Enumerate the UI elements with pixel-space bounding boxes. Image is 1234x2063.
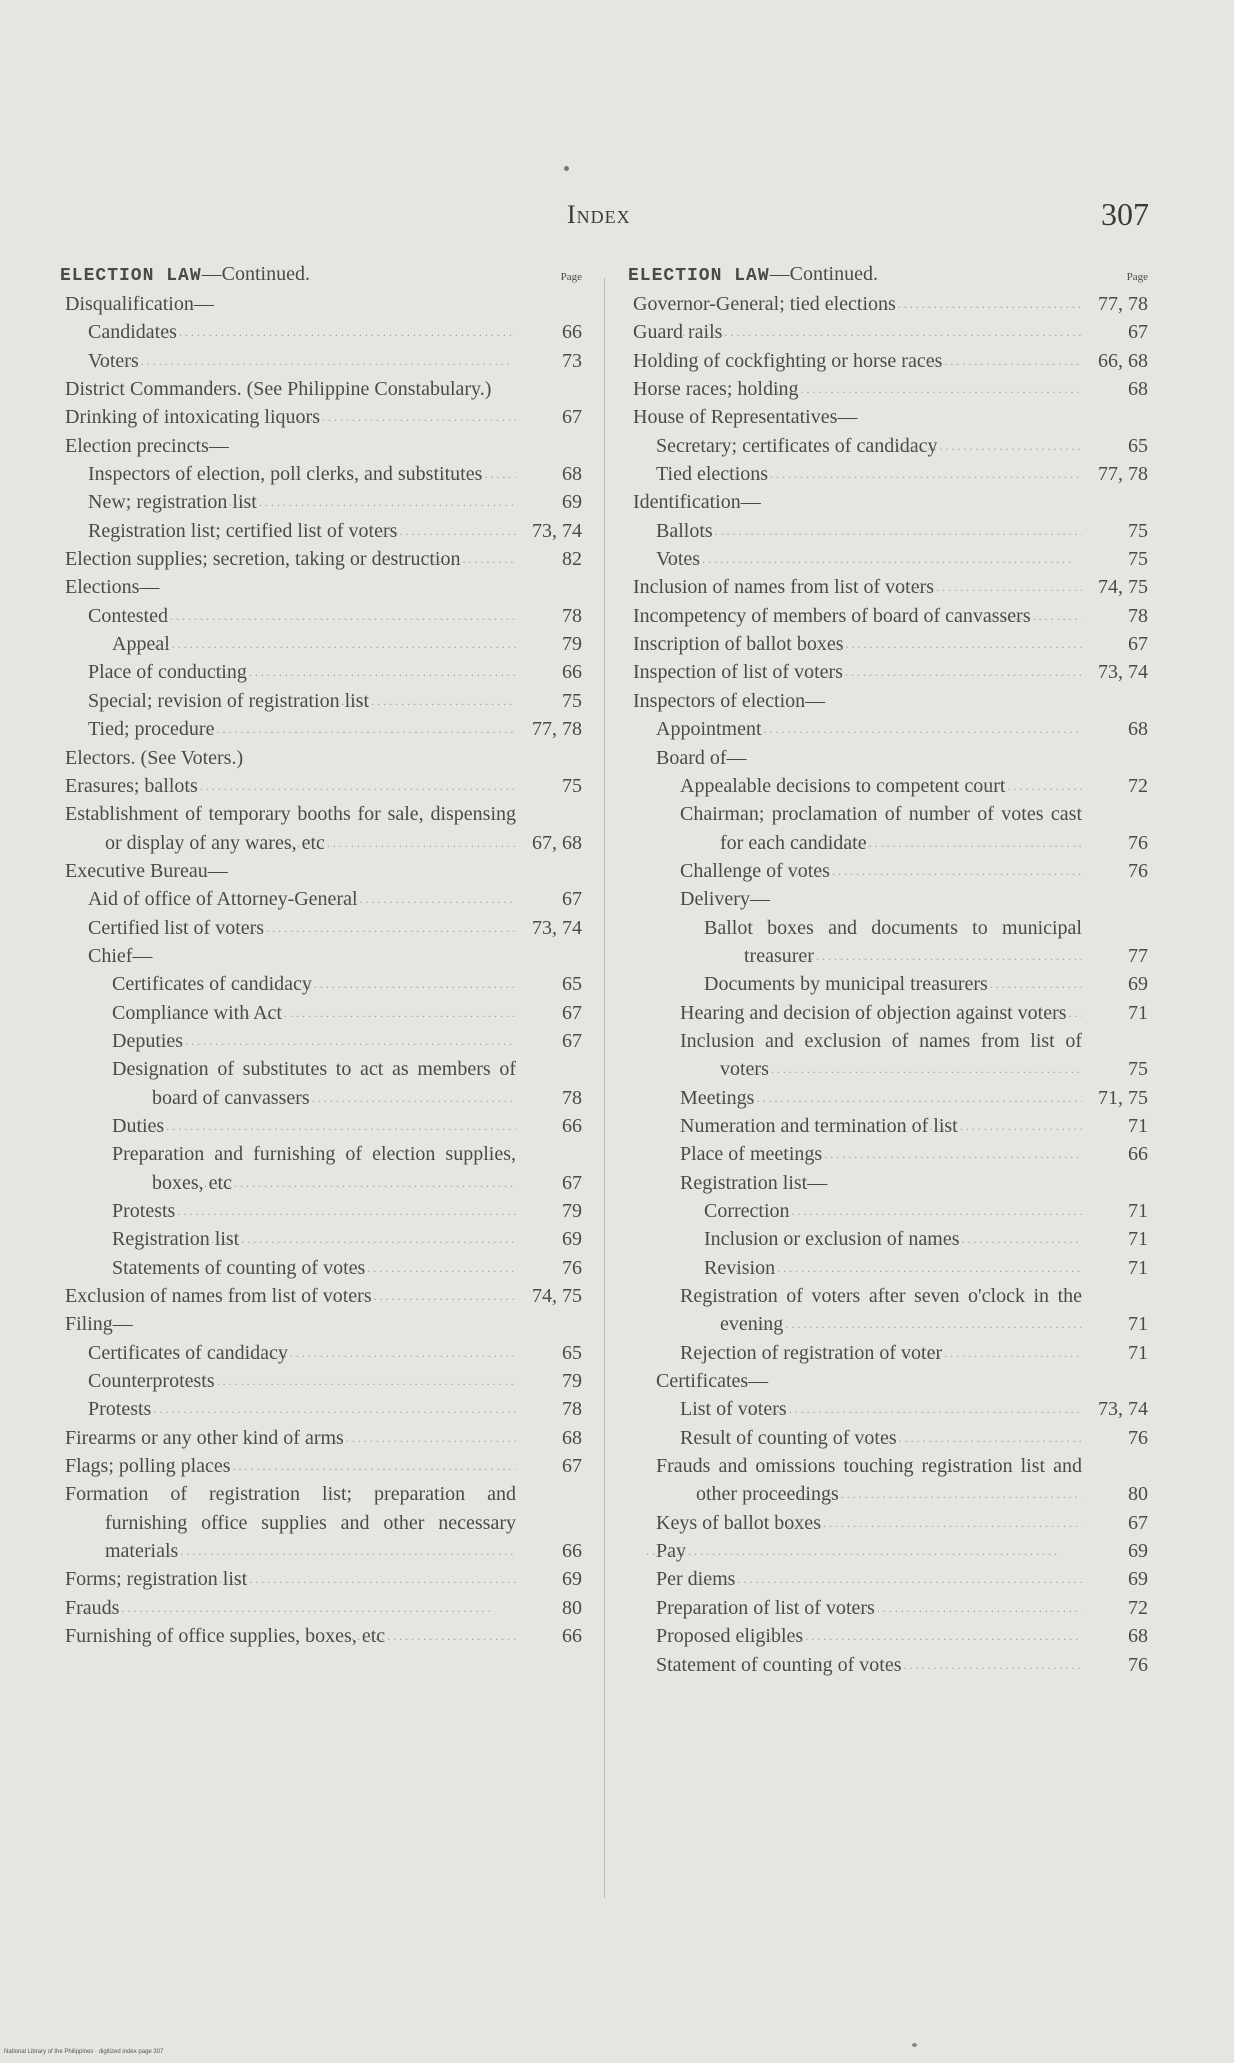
- left-index-entry: [60, 347, 582, 375]
- index-entry-text: Registration list; certified list of voters . . .: [60, 517, 516, 545]
- index-entry-text: Registration list . . .: [60, 1225, 516, 1253]
- index-entry-pages: 66: [1128, 1143, 1148, 1166]
- left-index-entry: [60, 687, 582, 715]
- index-entry-text: Inscription of ballot boxes . . .: [628, 630, 1082, 658]
- left-index-entry: [60, 970, 582, 998]
- left-column-heading: [60, 263, 582, 290]
- right-index-entry: [628, 914, 1148, 971]
- left-index-entry: [60, 772, 582, 800]
- index-entry-text: Aid of office of Attorney-General . . .: [60, 885, 516, 913]
- index-entry-pages: 72: [1128, 1596, 1148, 1619]
- left-index-entry: [60, 1452, 582, 1480]
- index-entry-text: Deputies . . .: [60, 1027, 516, 1055]
- index-entry-text: Statement of counting of votes . . .: [628, 1651, 1082, 1679]
- index-entry-text: Place of conducting . . .: [60, 658, 516, 686]
- index-entry-pages: 79: [562, 1370, 582, 1393]
- index-entry-pages: 69: [1128, 973, 1148, 996]
- index-entry-pages: 74, 75: [1098, 576, 1148, 599]
- index-entry-pages: 67, 68: [532, 831, 582, 854]
- right-index-entry: [628, 999, 1148, 1027]
- index-entry-text: Ballots . . .: [628, 517, 1082, 545]
- left-index-entry: [60, 658, 582, 686]
- index-entry-text: Registration list—: [680, 1171, 828, 1194]
- index-entry-text: List of voters . . .: [628, 1395, 1082, 1423]
- index-entry-text: Appealable decisions to competent court . . .: [628, 772, 1082, 800]
- left-entry-list: [60, 290, 582, 1651]
- left-index-entry: [60, 885, 582, 913]
- index-entry-pages: 72: [1128, 774, 1148, 797]
- index-entry-text: Identification—: [633, 491, 761, 514]
- index-entry-pages: 71: [1128, 1256, 1148, 1279]
- index-entry-pages: 77, 78: [532, 718, 582, 741]
- right-index-entry: [628, 1282, 1148, 1339]
- index-entry-pages: 73, 74: [532, 916, 582, 939]
- index-entry-text: Duties . . .: [60, 1112, 516, 1140]
- index-entry-text: Inspectors of election, poll clerks, and substitutes . . .: [60, 460, 516, 488]
- index-entry-pages: 69: [1128, 1540, 1148, 1563]
- left-index-entry: [60, 432, 582, 460]
- left-index-entry: [60, 1367, 582, 1395]
- left-index-entry: [60, 1594, 582, 1622]
- right-index-entry: [628, 1395, 1148, 1423]
- right-index-entry: [628, 1452, 1148, 1509]
- index-entry-text: Revision . . .: [628, 1254, 1082, 1282]
- index-entry-text: Protests . . .: [60, 1395, 516, 1423]
- index-entry-pages: 78: [562, 1086, 582, 1109]
- left-index-entry: [60, 857, 582, 885]
- index-entry-text: Holding of cockfighting or horse races . . .: [628, 347, 1082, 375]
- right-index-entry: [628, 1594, 1148, 1622]
- right-index-entry: [628, 545, 1148, 573]
- index-entry-text: Electors. (See Voters.): [65, 746, 244, 769]
- right-heading-term: ELECTION LAW: [628, 266, 770, 286]
- right-index-entry: [628, 1339, 1148, 1367]
- left-index-entry: [60, 488, 582, 516]
- index-entry-pages: 66: [562, 1114, 582, 1137]
- right-index-entry: [628, 403, 1148, 431]
- right-index-entry: [628, 1140, 1148, 1168]
- index-entry-text: Board of—: [656, 746, 747, 769]
- index-entry-text: Candidates . . .: [60, 318, 516, 346]
- left-index-entry: [60, 290, 582, 318]
- index-entry-text: Ballot boxes and documents to municipal treasurer . . .: [628, 914, 1082, 971]
- right-index-entry: [628, 658, 1148, 686]
- index-entry-pages: 68: [1128, 378, 1148, 401]
- index-entry-pages: 67: [562, 1455, 582, 1478]
- right-index-entry: [628, 1254, 1148, 1282]
- index-entry-pages: 76: [1128, 859, 1148, 882]
- index-entry-pages: 68: [1128, 718, 1148, 741]
- right-index-entry: [628, 1651, 1148, 1679]
- left-index-entry: [60, 744, 582, 772]
- index-entry-text: Guard rails . . .: [628, 318, 1082, 346]
- left-index-entry: [60, 715, 582, 743]
- right-index-entry: [628, 1027, 1148, 1084]
- index-entry-pages: 67: [562, 1001, 582, 1024]
- left-index-entry: [60, 1565, 582, 1593]
- index-entry-text: Result of counting of votes . . .: [628, 1424, 1082, 1452]
- index-entry-text: Preparation and furnishing of election supplies, boxes, etc . . .: [60, 1140, 516, 1197]
- right-index-entry: [628, 1169, 1148, 1197]
- index-entry-text: Erasures; ballots . . .: [60, 772, 516, 800]
- right-page-label: Page: [1126, 271, 1148, 283]
- index-entry-pages: 71: [1128, 1200, 1148, 1222]
- index-entry-text: Hearing and decision of objection against voters . . .: [628, 999, 1082, 1027]
- index-entry-pages: 76: [1128, 1426, 1148, 1449]
- index-entry-pages: 75: [1128, 1058, 1148, 1081]
- index-entry-pages: 75: [1128, 519, 1148, 542]
- index-entry-text: District Commanders. (See Philippine Constabulary.): [65, 378, 492, 401]
- index-entry-text: Contested . . .: [60, 602, 516, 630]
- index-entry-text: Governor-General; tied elections . . .: [628, 290, 1082, 318]
- left-index-entry: [60, 375, 582, 403]
- index-entry-text: Formation of registration list; preparation and furnishing office supplies and other necessary materials . . .: [60, 1480, 516, 1565]
- left-index-entry: [60, 800, 582, 857]
- right-index-entry: [628, 1424, 1148, 1452]
- index-entry-text: New; registration list . . .: [60, 488, 516, 516]
- index-entry-text: Drinking of intoxicating liquors . . .: [60, 403, 516, 431]
- index-entry-text: Frauds . . .: [60, 1594, 516, 1622]
- index-entry-pages: 67: [562, 1171, 582, 1194]
- index-entry-text: Certified list of voters . . .: [60, 914, 516, 942]
- right-index-entry: [628, 970, 1148, 998]
- left-index-entry: [60, 1395, 582, 1423]
- index-entry-pages: 76: [562, 1256, 582, 1279]
- right-index-entry: [628, 573, 1148, 601]
- index-entry-text: Documents by municipal treasurers . . .: [628, 970, 1082, 998]
- right-index-entry: [628, 460, 1148, 488]
- index-entry-pages: 78: [562, 1398, 582, 1421]
- right-index-entry: [628, 318, 1148, 346]
- right-entry-list: [628, 290, 1148, 1679]
- index-entry-pages: 66: [562, 321, 582, 344]
- index-entry-pages: 69: [562, 1568, 582, 1591]
- right-index-entry: [628, 800, 1148, 857]
- index-entry-text: Tied elections . . .: [628, 460, 1082, 488]
- index-entry-text: Election supplies; secretion, taking or destruction . . .: [60, 545, 516, 573]
- index-entry-text: Counterprotests . . .: [60, 1367, 516, 1395]
- left-index-entry: [60, 1197, 582, 1225]
- index-entry-text: Keys of ballot boxes . . .: [628, 1509, 1082, 1537]
- right-index-entry: [628, 1112, 1148, 1140]
- right-index-entry: [628, 772, 1148, 800]
- index-entry-text: Place of meetings . . .: [628, 1140, 1082, 1168]
- right-index-entry: [628, 1367, 1148, 1395]
- page-title: Index: [567, 200, 631, 229]
- right-index-entry: [628, 744, 1148, 772]
- index-entry-text: Furnishing of office supplies, boxes, etc . . .: [60, 1622, 516, 1650]
- index-entry-text: House of Representatives—: [633, 406, 858, 429]
- index-entry-text: Certificates of candidacy . . .: [60, 1339, 516, 1367]
- index-entry-text: Designation of substitutes to act as members of board of canvassers . . .: [60, 1055, 516, 1112]
- right-index-entry: [628, 715, 1148, 743]
- left-column: [60, 263, 582, 1651]
- right-index-entry: [628, 517, 1148, 545]
- index-entry-pages: 77, 78: [1098, 463, 1148, 486]
- index-entry-text: Meetings . . .: [628, 1084, 1082, 1112]
- index-entry-pages: 69: [1128, 1568, 1148, 1591]
- left-index-entry: [60, 1310, 582, 1338]
- index-entry-text: Inclusion or exclusion of names . . .: [628, 1225, 1082, 1253]
- left-index-entry: [60, 545, 582, 573]
- index-entry-text: Appointment . . .: [628, 715, 1082, 743]
- print-mark-dot: [564, 166, 569, 171]
- index-entry-pages: 71: [1128, 1001, 1148, 1024]
- right-heading-suffix: —Continued.: [769, 263, 878, 285]
- left-index-entry: [60, 1424, 582, 1452]
- print-mark-dot-bottom: [912, 2043, 917, 2047]
- right-index-entry: [628, 857, 1148, 885]
- index-entry-text: Secretary; certificates of candidacy . . .: [628, 432, 1082, 460]
- index-entry-text: Elections—: [65, 576, 160, 599]
- index-entry-text: Forms; registration list . . .: [60, 1565, 516, 1593]
- index-entry-text: Special; revision of registration list . . .: [60, 687, 516, 715]
- right-index-entry: [628, 488, 1148, 516]
- index-entry-pages: 80: [562, 1596, 582, 1619]
- index-entry-pages: 68: [1128, 1625, 1148, 1648]
- index-entry-text: Executive Bureau—: [65, 859, 228, 882]
- index-entry-text: Delivery—: [680, 888, 770, 911]
- index-entry-pages: 71, 75: [1098, 1086, 1148, 1109]
- index-entry-pages: 73, 74: [1098, 661, 1148, 684]
- index-entry-text: Filing—: [65, 1313, 133, 1336]
- index-entry-text: Compliance with Act . . .: [60, 999, 516, 1027]
- index-entry-pages: 75: [562, 774, 582, 797]
- index-entry-text: Establishment of temporary booths for sale, dispensing or display of any wares, etc . . .: [60, 800, 516, 857]
- page-number: 307: [1101, 196, 1149, 232]
- index-entry-pages: 73, 74: [1098, 1398, 1148, 1421]
- left-page-label: Page: [560, 271, 582, 283]
- page-header: [0, 196, 1234, 252]
- index-entry-pages: 71: [1128, 1341, 1148, 1364]
- index-entry-pages: 77, 78: [1098, 293, 1148, 315]
- index-entry-pages: 67: [562, 406, 582, 429]
- left-index-entry: [60, 403, 582, 431]
- left-index-entry: [60, 1055, 582, 1112]
- index-entry-text: Exclusion of names from list of voters . . .: [60, 1282, 516, 1310]
- index-entry-pages: 71: [1128, 1228, 1148, 1251]
- index-entry-text: Inspection of list of voters . . .: [628, 658, 1082, 686]
- index-entry-pages: 65: [562, 973, 582, 996]
- index-entry-text: Frauds and omissions touching registration list and other proceedings . . .: [628, 1452, 1082, 1509]
- right-index-entry: [628, 432, 1148, 460]
- index-entry-pages: 66: [562, 1625, 582, 1648]
- index-entry-text: Inspectors of election—: [633, 689, 826, 712]
- index-entry-pages: 78: [562, 604, 582, 627]
- index-entry-pages: 78: [1128, 604, 1148, 627]
- index-entry-text: Numeration and termination of list . . .: [628, 1112, 1082, 1140]
- left-index-entry: [60, 602, 582, 630]
- left-index-entry: [60, 1622, 582, 1650]
- index-entry-text: Proposed eligibles . . .: [628, 1622, 1082, 1650]
- index-entry-text: Preparation of list of voters . . .: [628, 1594, 1082, 1622]
- left-index-entry: [60, 1225, 582, 1253]
- index-entry-pages: 73, 74: [532, 519, 582, 542]
- index-entry-pages: 74, 75: [532, 1285, 582, 1308]
- right-index-entry: [628, 1197, 1148, 1225]
- index-entry-pages: 79: [562, 1200, 582, 1222]
- index-entry-text: Registration of voters after seven o'clock in the evening . . .: [628, 1282, 1082, 1339]
- index-entry-pages: 71: [1128, 1313, 1148, 1336]
- index-entry-pages: 82: [562, 548, 582, 571]
- index-entry-text: Pay . . .: [628, 1537, 1082, 1565]
- left-index-entry: [60, 1282, 582, 1310]
- left-index-entry: [60, 460, 582, 488]
- index-entry-pages: 75: [562, 689, 582, 712]
- right-column: [628, 263, 1148, 1679]
- left-index-entry: [60, 914, 582, 942]
- index-entry-pages: 67: [562, 1029, 582, 1052]
- index-entry-text: Appeal . . .: [60, 630, 516, 658]
- right-index-entry: [628, 347, 1148, 375]
- index-entry-text: Disqualification—: [65, 293, 214, 315]
- right-index-entry: [628, 885, 1148, 913]
- left-index-entry: [60, 318, 582, 346]
- index-entry-pages: 65: [1128, 434, 1148, 457]
- index-entry-pages: 77: [1128, 944, 1148, 967]
- index-entry-pages: 80: [1128, 1483, 1148, 1506]
- left-index-entry: [60, 1480, 582, 1565]
- index-entry-pages: 76: [1128, 1653, 1148, 1676]
- right-index-entry: [628, 687, 1148, 715]
- left-index-entry: [60, 1254, 582, 1282]
- index-entry-text: Protests . . .: [60, 1197, 516, 1225]
- index-entry-pages: 66, 68: [1098, 349, 1148, 372]
- right-column-heading: [628, 263, 1148, 290]
- right-index-entry: [628, 290, 1148, 318]
- index-entry-text: Certificates of candidacy . . .: [60, 970, 516, 998]
- right-index-entry: [628, 1537, 1148, 1565]
- left-index-entry: [60, 517, 582, 545]
- index-entry-text: Voters . . .: [60, 347, 516, 375]
- right-index-entry: [628, 1565, 1148, 1593]
- index-entry-text: Certificates—: [656, 1370, 769, 1393]
- left-heading-term: ELECTION LAW: [60, 266, 202, 286]
- index-entry-text: Chief—: [88, 944, 153, 967]
- index-entry-pages: 67: [1128, 321, 1148, 344]
- left-heading-suffix: —Continued.: [201, 263, 310, 285]
- right-index-entry: [628, 630, 1148, 658]
- left-index-entry: [60, 573, 582, 601]
- index-entry-pages: 79: [562, 633, 582, 656]
- index-entry-pages: 67: [1128, 633, 1148, 656]
- right-index-entry: [628, 1084, 1148, 1112]
- index-entry-pages: 69: [562, 1228, 582, 1251]
- index-entry-text: Tied; procedure . . .: [60, 715, 516, 743]
- left-index-entry: [60, 942, 582, 970]
- left-index-entry: [60, 630, 582, 658]
- index-entry-text: Inclusion of names from list of voters . . .: [628, 573, 1082, 601]
- index-entry-pages: 71: [1128, 1114, 1148, 1137]
- index-entry-pages: 69: [562, 491, 582, 514]
- index-entry-text: Rejection of registration of voter . . .: [628, 1339, 1082, 1367]
- index-entry-pages: 73: [562, 349, 582, 372]
- index-entry-pages: 65: [562, 1341, 582, 1364]
- index-entry-text: Horse races; holding . . .: [628, 375, 1082, 403]
- right-index-entry: [628, 1509, 1148, 1537]
- index-entry-pages: 66: [562, 661, 582, 684]
- index-entry-pages: 76: [1128, 831, 1148, 854]
- right-index-entry: [628, 375, 1148, 403]
- index-entry-text: Statements of counting of votes . . .: [60, 1254, 516, 1282]
- index-entry-text: Per diems . . .: [628, 1565, 1082, 1593]
- index-entry-pages: 67: [1128, 1511, 1148, 1534]
- left-index-entry: [60, 1140, 582, 1197]
- index-entry-text: Challenge of votes . . .: [628, 857, 1082, 885]
- index-entry-text: Incompetency of members of board of canvassers . . .: [628, 602, 1082, 630]
- right-index-entry: [628, 1622, 1148, 1650]
- left-index-entry: [60, 1339, 582, 1367]
- right-index-entry: [628, 602, 1148, 630]
- index-entry-text: Election precincts—: [65, 434, 229, 457]
- index-entry-pages: 68: [562, 1426, 582, 1449]
- index-entry-text: Chairman; proclamation of number of votes cast for each candidate . . .: [628, 800, 1082, 857]
- index-entry-text: Inclusion and exclusion of names from list of voters . . .: [628, 1027, 1082, 1084]
- left-index-entry: [60, 1112, 582, 1140]
- column-divider: [604, 278, 605, 1898]
- right-index-entry: [628, 1225, 1148, 1253]
- index-entry-pages: 68: [562, 463, 582, 486]
- left-index-entry: [60, 1027, 582, 1055]
- index-entry-text: Firearms or any other kind of arms . . .: [60, 1424, 516, 1452]
- left-index-entry: [60, 999, 582, 1027]
- index-entry-pages: 66: [562, 1540, 582, 1563]
- index-entry-text: Flags; polling places . . .: [60, 1452, 516, 1480]
- index-entry-text: Votes . . .: [628, 545, 1082, 573]
- footer-credit: National Library of the Philippines · digitized index page 307: [4, 2049, 164, 2055]
- index-entry-text: Correction . . .: [628, 1197, 1082, 1225]
- index-entry-pages: 67: [562, 888, 582, 911]
- index-entry-pages: 75: [1128, 548, 1148, 571]
